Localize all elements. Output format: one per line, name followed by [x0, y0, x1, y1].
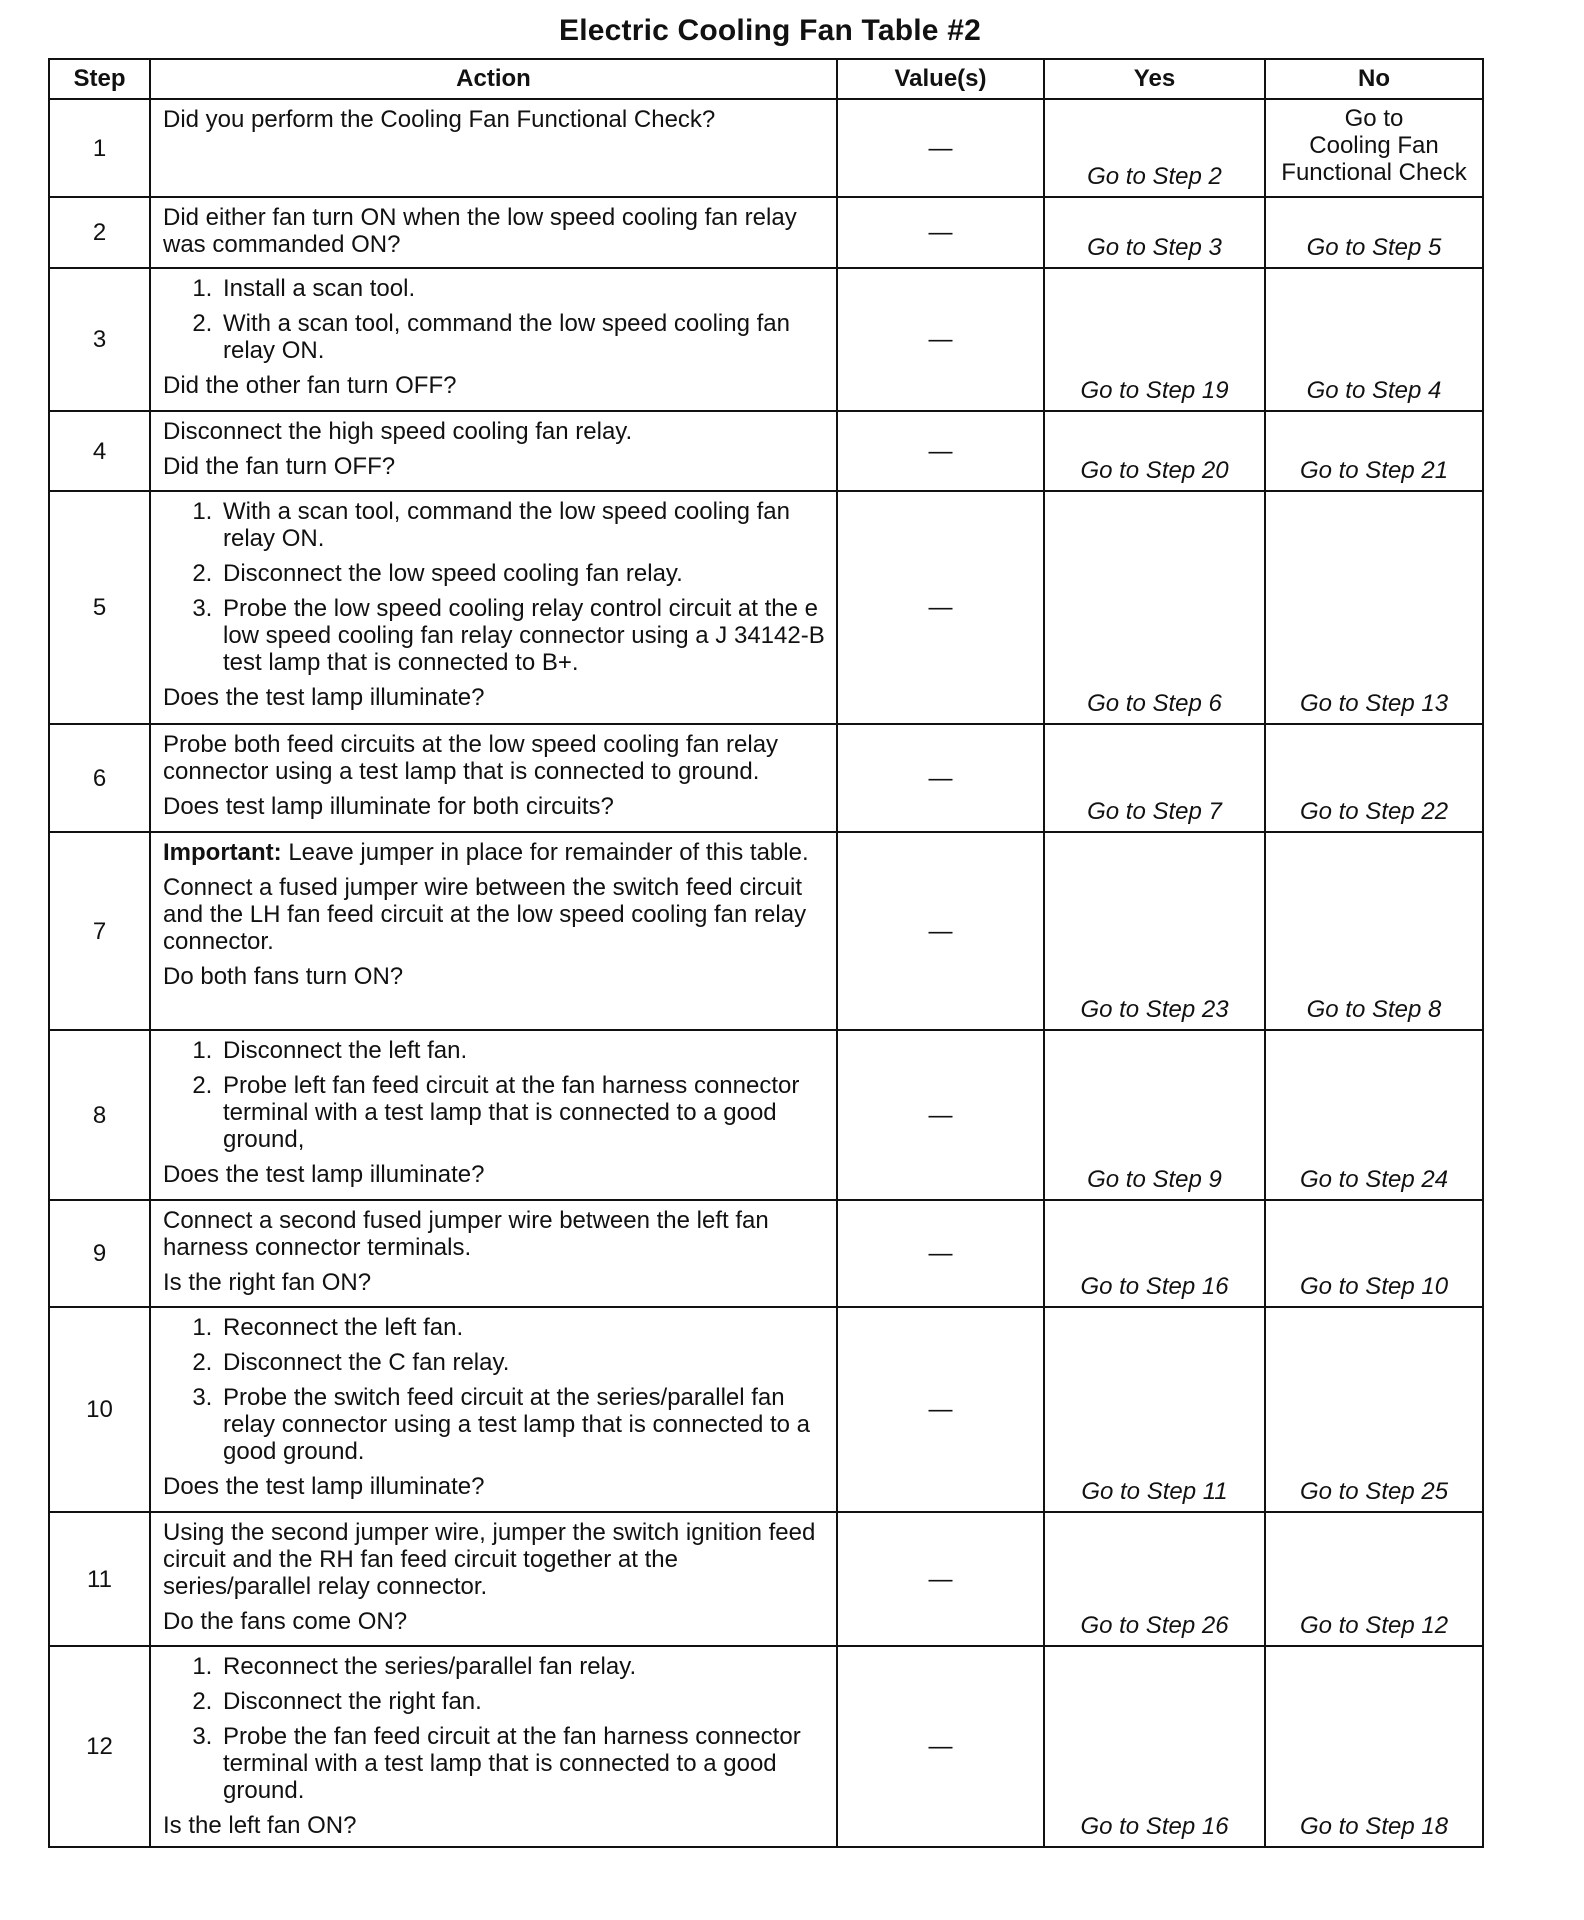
table-row: [49, 1512, 1483, 1646]
action-text: Does the test lamp illuminate?: [163, 1161, 485, 1188]
action-list-item: 2. Disconnect the right fan.: [219, 1688, 826, 1715]
value-cell: —: [837, 832, 1044, 1030]
action-text: Did the other fan turn OFF?: [163, 372, 457, 399]
no-cell: Go to Step 4: [1265, 268, 1483, 411]
action-list-item: 2. Disconnect the C fan relay.: [219, 1349, 826, 1376]
no-cell: Go to Step 8: [1265, 832, 1483, 1030]
action-list-item: 1. Reconnect the series/parallel fan relay.: [219, 1653, 826, 1680]
action-text: Disconnect the high speed cooling fan relay.: [163, 418, 633, 445]
header-values: Value(s): [837, 59, 1044, 99]
important-text: Leave jumper in place for remainder of this table.: [288, 839, 809, 866]
value-cell: —: [837, 1030, 1044, 1200]
step-number: 3: [49, 268, 150, 411]
action-list-item: 1. Install a scan tool.: [219, 275, 826, 302]
table-row: [49, 724, 1483, 832]
action-cell: [150, 1646, 837, 1847]
table-row: [49, 1030, 1483, 1200]
no-cell: Go to Cooling Fan Functional Check: [1265, 99, 1483, 197]
yes-cell: Go to Step 19: [1044, 268, 1265, 411]
step-number: 1: [49, 99, 150, 197]
value-cell: —: [837, 268, 1044, 411]
header-no: No: [1265, 59, 1483, 99]
step-number: 2: [49, 197, 150, 268]
action-text: Did you perform the Cooling Fan Functional Check?: [163, 106, 716, 133]
action-text: Probe both feed circuits at the low speed cooling fan relay connector using a test lamp that is connected to ground.: [163, 731, 779, 785]
step-number: 11: [49, 1512, 150, 1646]
header-step: Step: [49, 59, 150, 99]
action-list-item: 3. Probe the fan feed circuit at the fan harness connector terminal with a test lamp that is connected to a good ground.: [219, 1723, 826, 1804]
no-cell: Go to Step 24: [1265, 1030, 1483, 1200]
yes-cell: Go to Step 6: [1044, 491, 1265, 724]
table-title: Electric Cooling Fan Table #2: [558, 14, 981, 47]
action-list-item: 1. With a scan tool, command the low speed cooling fan relay ON.: [219, 498, 826, 552]
no-cell: Go to Step 5: [1265, 197, 1483, 268]
value-cell: —: [837, 99, 1044, 197]
step-number: 5: [49, 491, 150, 724]
table-row: [49, 268, 1483, 411]
table-row: [49, 832, 1483, 1030]
action-cell: [150, 1200, 837, 1307]
action-steps-list: [163, 275, 826, 364]
no-cell: Go to Step 10: [1265, 1200, 1483, 1307]
action-text: Did the fan turn OFF?: [163, 453, 396, 480]
action-text: Is the left fan ON?: [163, 1812, 357, 1839]
no-cell: Go to Step 18: [1265, 1646, 1483, 1847]
important-label: Important:: [163, 839, 282, 866]
header-yes: Yes: [1044, 59, 1265, 99]
yes-cell: Go to Step 11: [1044, 1307, 1265, 1512]
action-cell: [150, 197, 837, 268]
value-cell: —: [837, 1646, 1044, 1847]
value-cell: —: [837, 491, 1044, 724]
action-cell: [150, 99, 837, 197]
action-steps-list: [163, 1314, 826, 1465]
step-number: 12: [49, 1646, 150, 1847]
action-steps-list: [163, 498, 826, 676]
action-text: Connect a second fused jumper wire between the left fan harness connector terminals.: [163, 1207, 769, 1261]
step-number: 4: [49, 411, 150, 491]
table-body: [49, 99, 1483, 1847]
value-cell: —: [837, 724, 1044, 832]
no-cell: Go to Step 21: [1265, 411, 1483, 491]
value-cell: —: [837, 1512, 1044, 1646]
action-cell: [150, 1512, 837, 1646]
action-list-item: 2. Probe left fan feed circuit at the fan harness connector terminal with a test lamp that is connected to a good ground,: [219, 1072, 826, 1153]
yes-cell: Go to Step 26: [1044, 1512, 1265, 1646]
table-row: [49, 1307, 1483, 1512]
action-list-item: 2. With a scan tool, command the low speed cooling fan relay ON.: [219, 310, 826, 364]
yes-cell: Go to Step 9: [1044, 1030, 1265, 1200]
yes-cell: Go to Step 16: [1044, 1646, 1265, 1847]
action-cell: [150, 268, 837, 411]
table-row: [49, 99, 1483, 197]
action-text: Does the test lamp illuminate?: [163, 1473, 485, 1500]
action-text: Do both fans turn ON?: [163, 963, 404, 990]
diagnostic-table: [48, 58, 1484, 1848]
no-cell: Go to Step 12: [1265, 1512, 1483, 1646]
no-cell: Go to Step 22: [1265, 724, 1483, 832]
value-cell: —: [837, 1200, 1044, 1307]
action-steps-list: [163, 1653, 826, 1804]
yes-cell: Go to Step 2: [1044, 99, 1265, 197]
action-cell: [150, 1030, 837, 1200]
action-cell: [150, 832, 837, 1030]
action-list-item: 1. Reconnect the left fan.: [219, 1314, 826, 1341]
action-text: Did either fan turn ON when the low speed cooling fan relay was commanded ON?: [163, 204, 797, 258]
table-row: [49, 1646, 1483, 1847]
step-number: 6: [49, 724, 150, 832]
step-number: 8: [49, 1030, 150, 1200]
action-cell: [150, 491, 837, 724]
action-text: Is the right fan ON?: [163, 1269, 372, 1296]
yes-cell: Go to Step 20: [1044, 411, 1265, 491]
action-list-item: 3. Probe the switch feed circuit at the series/parallel fan relay connector using a test lamp that is connected to a good ground.: [219, 1384, 826, 1465]
yes-cell: Go to Step 23: [1044, 832, 1265, 1030]
value-cell: —: [837, 411, 1044, 491]
action-text: Using the second jumper wire, jumper the switch ignition feed circuit and the RH fan feed circuit together at the series/parallel relay connector.: [163, 1519, 816, 1600]
action-cell: [150, 724, 837, 832]
value-cell: —: [837, 1307, 1044, 1512]
action-text: Does test lamp illuminate for both circuits?: [163, 793, 614, 820]
action-list-item: 2. Disconnect the low speed cooling fan relay.: [219, 560, 826, 587]
step-number: 7: [49, 832, 150, 1030]
yes-cell: Go to Step 16: [1044, 1200, 1265, 1307]
action-list-item: 3. Probe the low speed cooling relay control circuit at the e low speed cooling fan relay connector using a J 34142-B test lamp that is connected to B+.: [219, 595, 826, 676]
yes-cell: Go to Step 3: [1044, 197, 1265, 268]
no-cell: Go to Step 25: [1265, 1307, 1483, 1512]
no-cell: Go to Step 13: [1265, 491, 1483, 724]
table-row: [49, 1200, 1483, 1307]
important-note: [163, 839, 826, 866]
header-action: Action: [150, 59, 837, 99]
step-number: 10: [49, 1307, 150, 1512]
table-row: [49, 411, 1483, 491]
action-cell: [150, 1307, 837, 1512]
step-number: 9: [49, 1200, 150, 1307]
action-list-item: 1. Disconnect the left fan.: [219, 1037, 826, 1064]
header-row: [49, 59, 1483, 99]
table-row: [49, 491, 1483, 724]
action-text: Do the fans come ON?: [163, 1608, 408, 1635]
action-steps-list: [163, 1037, 826, 1153]
table-row: [49, 197, 1483, 268]
value-cell: —: [837, 197, 1044, 268]
action-text: Does the test lamp illuminate?: [163, 684, 485, 711]
action-text: Connect a fused jumper wire between the switch feed circuit and the LH fan feed circuit at the low speed cooling fan relay connector.: [163, 874, 807, 955]
action-cell: [150, 411, 837, 491]
yes-cell: Go to Step 7: [1044, 724, 1265, 832]
